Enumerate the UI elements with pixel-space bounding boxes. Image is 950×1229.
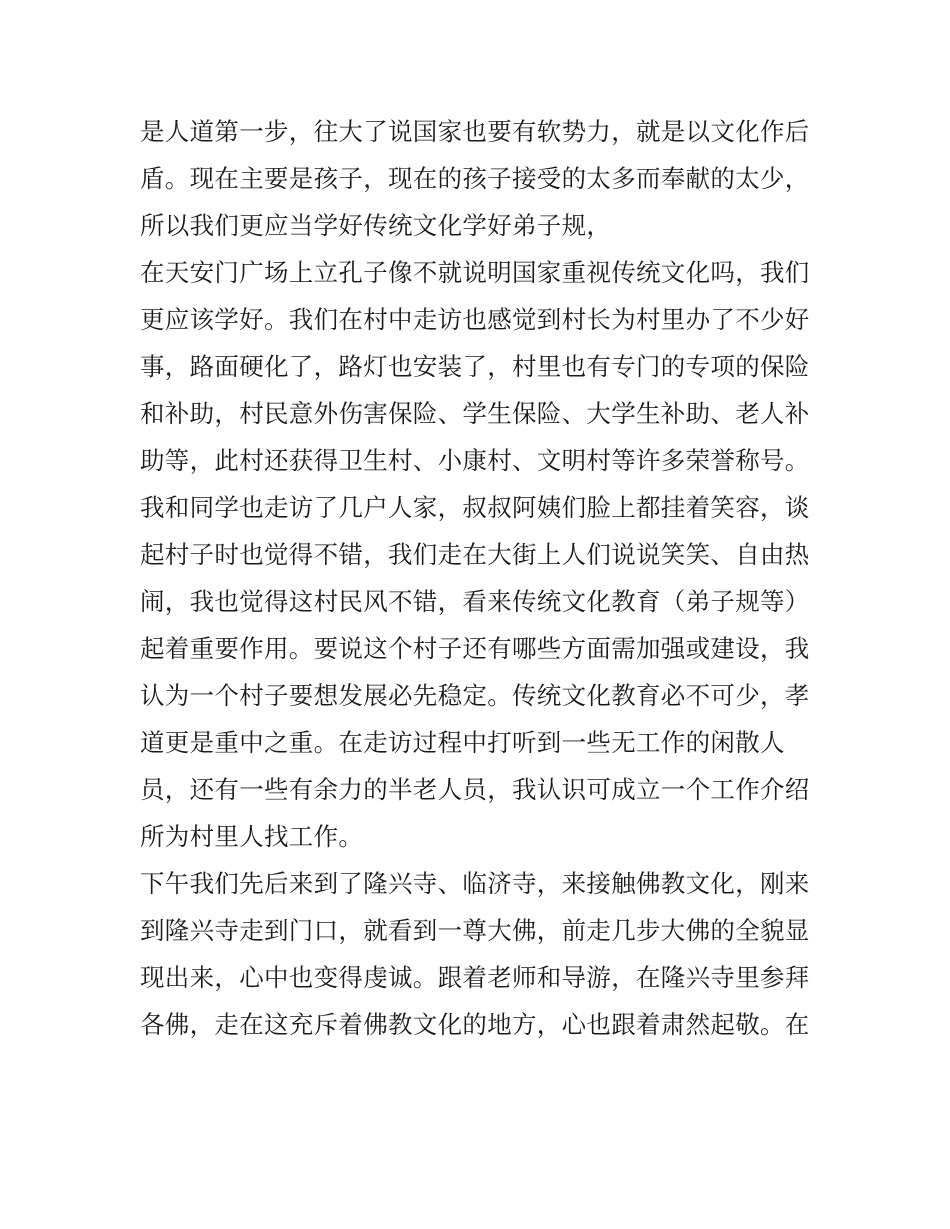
text-line: 在天安门广场上立孔子像不就说明国家重视传统文化吗，我们 [140,258,810,287]
text-line: 更应该学好。我们在村中走访也感觉到村长为村里办了不少好 [140,305,810,334]
text-line: 所以我们更应当学好传统文化学好弟子规， [140,211,612,240]
text-line: 助等，此村还获得卫生村、小康村、文明村等许多荣誉称号。 [140,446,810,475]
text-line: 起着重要作用。要说这个村子还有哪些方面需加强或建设，我 [140,634,810,663]
text-line: 闹，我也觉得这村民风不错，看来传统文化教育（弟子规等） [140,587,810,616]
text-line: 我和同学也走访了几户人家，叔叔阿姨们脸上都挂着笑容，谈 [140,493,810,522]
text-line: 所为村里人找工作。 [140,822,364,851]
text-line: 盾。现在主要是孩子，现在的孩子接受的太多而奉献的太少， [140,164,810,193]
text-line: 各佛，走在这充斥着佛教文化的地方，心也跟着肃然起敬。在 [140,1010,810,1039]
text-line: 下午我们先后来到了隆兴寺、临济寺，来接触佛教文化，刚来 [140,869,810,898]
text-line: 到隆兴寺走到门口，就看到一尊大佛，前走几步大佛的全貌显 [140,916,810,945]
text-line: 和补助，村民意外伤害保险、学生保险、大学生补助、老人补 [140,399,810,428]
text-line: 现出来，心中也变得虔诚。跟着老师和导游，在隆兴寺里参拜 [140,963,810,992]
text-line: 认为一个村子要想发展必先稳定。传统文化教育必不可少，孝 [140,681,810,710]
text-line: 道更是重中之重。在走访过程中打听到一些无工作的闲散人 [140,728,785,757]
body-text [140,108,820,1048]
text-line: 员，还有一些有余力的半老人员，我认识可成立一个工作介绍 [140,775,810,804]
text-line: 起村子时也觉得不错，我们走在大街上人们说说笑笑、自由热 [140,540,810,569]
text-line: 是人道第一步，往大了说国家也要有软势力，就是以文化作后 [140,117,810,146]
text-line: 事，路面硬化了，路灯也安装了，村里也有专门的专项的保险 [140,352,810,381]
